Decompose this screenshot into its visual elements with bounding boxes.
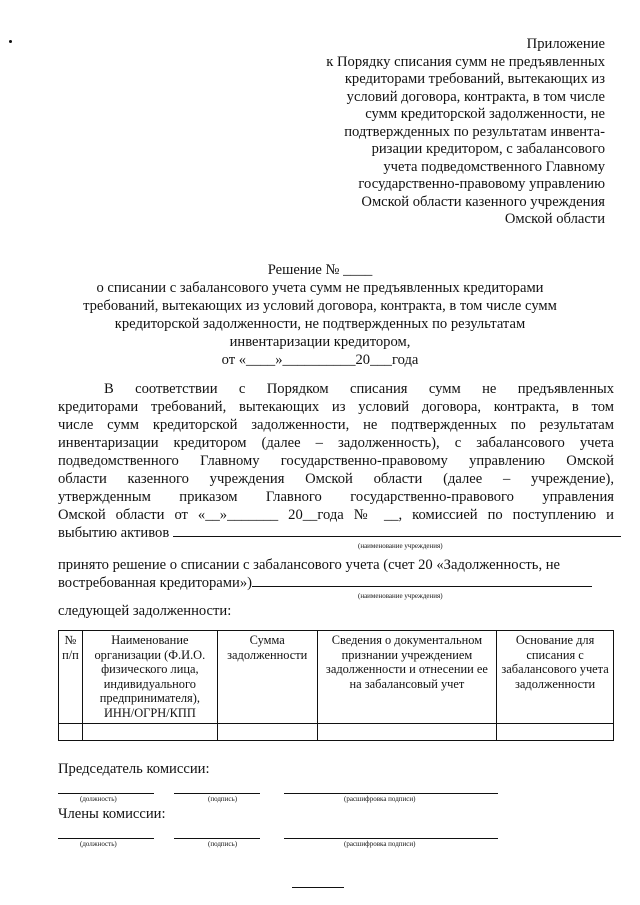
- table-row: [59, 723, 614, 740]
- decision-heading: Решение № ____: [267, 262, 373, 278]
- chair-decode-line[interactable]: [284, 793, 498, 794]
- decision-title-line: о списании с забалансового учета сумм не предъявленных кредиторами: [96, 280, 544, 296]
- member-decode-caption: (расшифровка подписи): [344, 840, 416, 848]
- appendix-line: ризации кредитором, с забалансового: [371, 141, 605, 157]
- chair-position-line[interactable]: [58, 793, 154, 794]
- table-cell[interactable]: [317, 723, 496, 740]
- chair-label: Председатель комиссии:: [58, 761, 210, 777]
- decision-title: [50, 261, 590, 369]
- table-cell[interactable]: [82, 723, 217, 740]
- body-last-line-text: выбытию активов: [58, 525, 170, 541]
- footer-rule: [292, 887, 344, 888]
- header-organization: Наименование организации (Ф.И.О. физического лица, индивидуального предпринимателя), ИНН/ОГРН/КПП: [82, 631, 217, 724]
- appendix-header: [250, 36, 605, 229]
- decision-blank: [252, 586, 592, 587]
- chair-decode-caption: (расшифровка подписи): [344, 795, 416, 803]
- appendix-line: Омской области: [504, 211, 605, 227]
- body-line: кредиторами требований, вытекающих из условий договора, контракта, в том: [58, 399, 614, 415]
- appendix-line: учета подведомственного Главному: [383, 158, 605, 175]
- body-paragraph: [58, 380, 614, 551]
- decision-line-1: принято решение о списании с забалансового учета (счет 20 «Задолженность, не: [58, 557, 561, 573]
- decision-date-line: от «____»__________20___года: [221, 352, 419, 368]
- chair-signature-caption: (подпись): [208, 795, 238, 803]
- appendix-line: подтвержденных по результатам инвента-: [344, 123, 605, 140]
- appendix-line: кредиторами требований, вытекающих из: [344, 71, 605, 87]
- following-debt-label: следующей задолженности:: [58, 603, 232, 619]
- table-cell[interactable]: [217, 723, 317, 740]
- body-line: инвентаризации кредитором (далее – задолженность), с забалансового учета: [58, 435, 614, 451]
- appendix-line: условий договора, контракта, в том числе: [346, 88, 605, 105]
- appendix-line: Омской области казенного учреждения: [361, 193, 605, 210]
- header-basis: Основание для списания с забалансового учета задолженности: [497, 631, 614, 724]
- header-number: № п/п: [59, 631, 83, 724]
- body-line: числе сумм кредиторской задолженности, не подтвержденных по результатам: [58, 417, 614, 433]
- body-line: Омской области от «__»_______ 20__года № __, комиссией по поступлению и: [58, 507, 614, 523]
- decision-caption: (наименование учреждения): [358, 592, 443, 600]
- body-line: области казенного учреждения Омской области (далее – учреждение),: [58, 471, 614, 487]
- appendix-line: сумм кредиторской задолженности, не: [365, 106, 605, 122]
- debt-table: [58, 630, 614, 741]
- chair-position-caption: (должность): [80, 795, 117, 803]
- decision-line-2-row: [58, 574, 618, 592]
- member-signature-caption: (подпись): [208, 840, 238, 848]
- members-label: Члены комиссии:: [58, 806, 166, 822]
- institution-caption: (наименование учреждения): [358, 542, 443, 550]
- decision-title-line: инвентаризации кредитором,: [229, 334, 411, 350]
- appendix-line: к Порядку списания сумм не предъявленных: [326, 53, 605, 70]
- body-last-line: [58, 524, 614, 542]
- table-cell[interactable]: [59, 723, 83, 740]
- table-header-row: [59, 631, 614, 724]
- body-line: подведомственного Главному государственно-правовому управлению Омской: [58, 453, 614, 469]
- decision-line-2: востребованная кредиторами»): [58, 575, 252, 591]
- appendix-line: государственно-правовому управлению: [358, 176, 605, 192]
- member-decode-line[interactable]: [284, 838, 498, 839]
- header-documentation: Сведения о документальном признании учреждением задолженности и отнесении ее на забалансовый учет: [317, 631, 496, 724]
- appendix-line: Приложение: [526, 36, 605, 52]
- body-line: утвержденным приказом Главного государственно-правового управления: [58, 489, 614, 505]
- decision-title-line: требований, вытекающих из условий договора, контракта, в том числе сумм: [83, 298, 557, 314]
- header-amount: Сумма задолженности: [217, 631, 317, 724]
- decision-statement: [58, 556, 618, 601]
- institution-name-blank: [173, 536, 621, 537]
- body-line: В соответствии с Порядком списания сумм не предъявленных: [104, 381, 614, 397]
- decision-title-line: кредиторской задолженности, не подтвержденных по результатам: [114, 316, 526, 332]
- scan-dot: [9, 40, 12, 43]
- member-position-caption: (должность): [80, 840, 117, 848]
- member-position-line[interactable]: [58, 838, 154, 839]
- table-cell[interactable]: [497, 723, 614, 740]
- member-signature-line[interactable]: [174, 838, 260, 839]
- chair-signature-line[interactable]: [174, 793, 260, 794]
